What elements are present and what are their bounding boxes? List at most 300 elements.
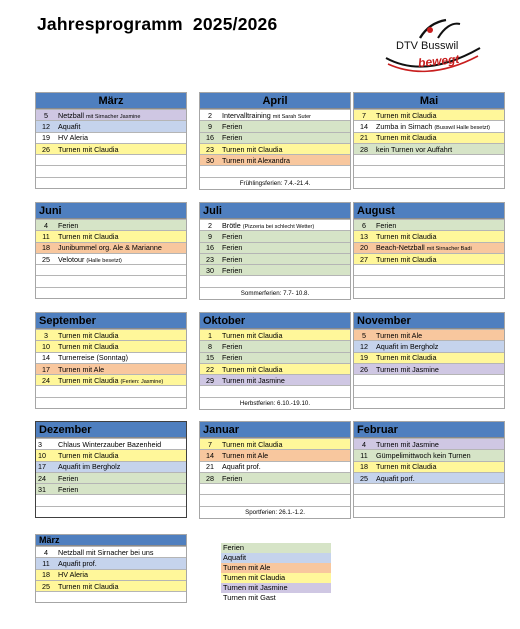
event-text — [56, 221, 186, 230]
event-day: 16 — [206, 133, 214, 143]
event-row — [36, 329, 186, 340]
event-note: (Ferien: Jasmine) — [120, 378, 164, 385]
month-header: Dezember — [36, 422, 186, 438]
event-title: Turnen mit Claudia — [376, 462, 437, 472]
event-text — [56, 548, 186, 557]
event-day: 14 — [42, 353, 50, 363]
event-text — [220, 440, 350, 449]
event-row — [200, 275, 350, 286]
event-row — [36, 449, 186, 460]
color-legend — [221, 543, 331, 603]
event-title: Netzball — [58, 110, 84, 120]
event-title: Turnen mit Jasmine — [376, 364, 439, 374]
event-day: 30 — [206, 265, 214, 275]
event-row — [200, 472, 350, 483]
event-row — [200, 352, 350, 363]
event-row — [200, 363, 350, 374]
event-row — [354, 506, 504, 517]
event-text — [56, 243, 186, 252]
event-title: Ferien — [222, 121, 243, 131]
event-row — [354, 264, 504, 275]
month-oktober — [199, 312, 351, 410]
event-text — [56, 342, 186, 351]
event-title: Aquafit prof. — [222, 462, 261, 472]
event-day: 26 — [42, 144, 50, 154]
event-row — [36, 352, 186, 363]
event-row — [354, 363, 504, 374]
event-row — [36, 177, 186, 188]
event-day: 18 — [42, 243, 50, 253]
event-text — [220, 221, 350, 230]
event-text — [374, 353, 504, 362]
event-row — [354, 461, 504, 472]
event-day: 20 — [360, 243, 368, 253]
event-row — [36, 242, 186, 253]
event-text — [374, 255, 504, 264]
event-title: Junibummel org. Ale & Marianne — [58, 243, 162, 253]
event-day: 25 — [42, 581, 50, 591]
month-april — [199, 92, 351, 190]
event-text — [374, 122, 504, 131]
event-text — [56, 451, 186, 460]
event-text — [56, 122, 186, 131]
event-title: Turnen mit Alexandra — [222, 155, 291, 165]
event-row — [354, 253, 504, 264]
month-august — [353, 202, 505, 299]
month-header: August — [354, 203, 504, 219]
event-day: 10 — [38, 450, 46, 460]
event-title: Ferien — [58, 484, 79, 494]
event-row — [354, 287, 504, 298]
event-title: Brötle — [222, 220, 241, 230]
event-day: 14 — [360, 121, 368, 131]
event-day: 23 — [206, 254, 214, 264]
event-title: Ferien — [222, 473, 243, 483]
month-header: Juli — [200, 203, 350, 219]
month-maerz — [35, 92, 187, 189]
event-title: Zumba in Sirnach — [376, 121, 433, 131]
holiday-note: Herbstferien: 6.10.-19.10. — [200, 397, 350, 409]
event-row — [36, 253, 186, 264]
month-maerz2 — [35, 534, 187, 603]
event-text — [56, 145, 186, 154]
event-text — [220, 266, 350, 275]
event-day: 23 — [206, 144, 214, 154]
event-day: 2 — [208, 110, 212, 120]
event-day: 8 — [208, 341, 212, 351]
event-text — [374, 133, 504, 142]
month-juni — [35, 202, 187, 299]
event-day: 3 — [38, 439, 42, 449]
event-row — [36, 374, 186, 385]
event-title: Ferien — [222, 254, 243, 264]
event-row — [354, 397, 504, 408]
month-header: April — [200, 93, 350, 109]
page-title: Jahresprogramm 2025/2026 — [37, 14, 278, 34]
event-title: Ferien — [376, 220, 397, 230]
event-day: 25 — [42, 254, 50, 264]
event-day: 5 — [362, 330, 366, 340]
event-row — [354, 449, 504, 460]
logo-slogan: bewegt — [417, 51, 460, 71]
event-row — [354, 352, 504, 363]
event-day: 7 — [208, 439, 212, 449]
event-text — [220, 474, 350, 483]
event-title: Turnen mit Claudia — [376, 353, 437, 363]
event-text — [56, 232, 186, 241]
event-text — [220, 462, 350, 471]
event-row — [36, 569, 186, 580]
event-title: Turnen mit Claudia — [376, 110, 437, 120]
event-row — [36, 219, 186, 230]
event-title: Turnen mit Claudia — [376, 254, 437, 264]
event-row — [36, 340, 186, 351]
event-row — [36, 461, 186, 472]
event-text — [56, 462, 186, 471]
event-row — [200, 132, 350, 143]
event-text — [220, 376, 350, 385]
month-header: November — [354, 313, 504, 329]
event-text — [374, 145, 504, 154]
event-row — [200, 329, 350, 340]
event-note: mit Sirnacher Badi — [426, 246, 472, 253]
event-day: 5 — [44, 110, 48, 120]
event-text — [220, 353, 350, 362]
event-day: 25 — [360, 473, 368, 483]
event-row — [36, 264, 186, 275]
event-text — [374, 243, 504, 252]
event-row — [200, 154, 350, 165]
event-day: 11 — [42, 231, 50, 241]
event-row — [200, 165, 350, 176]
event-text — [220, 365, 350, 374]
event-title: Turnerreise (Sonntag) — [58, 353, 129, 363]
event-day: 30 — [206, 155, 214, 165]
event-day: 19 — [360, 353, 368, 363]
event-title: Ferien — [222, 341, 243, 351]
event-row — [200, 109, 350, 120]
event-row — [36, 385, 186, 396]
legend-item: Aquafit — [221, 553, 331, 563]
event-row — [354, 242, 504, 253]
event-row — [36, 109, 186, 120]
event-row — [200, 494, 350, 505]
event-text — [56, 331, 186, 340]
event-row — [200, 242, 350, 253]
event-day: 6 — [362, 220, 366, 230]
event-day: 11 — [360, 450, 368, 460]
month-september — [35, 312, 187, 409]
event-day: 12 — [42, 121, 50, 131]
logo-name: DTV Busswil — [396, 40, 459, 52]
event-text — [374, 342, 504, 351]
event-title: Turnen mit Claudia — [222, 364, 283, 374]
event-text — [374, 451, 504, 460]
event-row — [36, 275, 186, 286]
event-title: Turnen mit Claudia — [376, 133, 437, 143]
event-title: Ferien — [58, 220, 79, 230]
event-text — [374, 440, 504, 449]
event-title: HV Aleria — [58, 570, 88, 580]
event-title: Turnen mit Claudia — [58, 450, 119, 460]
event-title: Ferien — [222, 231, 243, 241]
event-text — [56, 474, 186, 483]
holiday-note: Sommerferien: 7.7- 10.8. — [200, 287, 350, 299]
event-title: Chlaus Winterzauber Bazenheid — [58, 439, 162, 449]
event-text — [56, 559, 186, 568]
event-note: mit Sirnacher Jasmine — [85, 113, 141, 120]
event-row — [36, 230, 186, 241]
event-row — [36, 287, 186, 298]
event-row — [36, 591, 186, 602]
event-text — [374, 462, 504, 471]
event-day: 4 — [362, 439, 366, 449]
event-row — [36, 483, 186, 494]
event-title: Ferien — [222, 243, 243, 253]
event-day: 24 — [42, 375, 50, 385]
month-header: Oktober — [200, 313, 350, 329]
event-row — [36, 557, 186, 568]
event-title: Netzball mit Sirnacher bei uns — [58, 547, 154, 557]
event-row — [36, 154, 186, 165]
event-text — [374, 331, 504, 340]
event-text — [56, 365, 186, 374]
month-header: März — [36, 535, 186, 546]
month-januar — [199, 421, 351, 519]
legend-item: Turnen mit Gast — [221, 593, 331, 603]
event-row — [36, 397, 186, 408]
event-title: Turnen mit Claudia — [222, 439, 283, 449]
month-header: Januar — [200, 422, 350, 438]
month-header: Mai — [354, 93, 504, 109]
legend-item: Turnen mit Ale — [221, 563, 331, 573]
month-header: Februar — [354, 422, 504, 438]
month-februar — [353, 421, 505, 518]
event-text — [56, 582, 186, 591]
event-row — [354, 494, 504, 505]
event-title: Turnen mit Jasmine — [222, 375, 285, 385]
event-title: Turnen mit Claudia — [222, 144, 283, 154]
event-day: 29 — [206, 375, 214, 385]
event-note: mit Sarah Suter — [272, 113, 311, 120]
month-dezember — [35, 421, 187, 518]
month-mai — [353, 92, 505, 189]
event-day: 14 — [206, 450, 214, 460]
event-title: Turnen mit Jasmine — [376, 439, 439, 449]
event-row — [36, 120, 186, 131]
event-row — [354, 329, 504, 340]
event-day: 31 — [38, 484, 46, 494]
event-row — [36, 438, 186, 449]
event-day: 12 — [360, 341, 368, 351]
month-header: März — [36, 93, 186, 109]
event-row — [200, 449, 350, 460]
event-day: 1 — [208, 330, 212, 340]
event-title: Turnen mit Ale — [222, 450, 269, 460]
event-day: 22 — [206, 364, 214, 374]
event-row — [354, 275, 504, 286]
event-title: Aquafit im Bergholz — [58, 462, 121, 472]
event-row — [200, 230, 350, 241]
event-title: Velotour — [58, 254, 85, 264]
event-note: (Halle besetzt) — [86, 257, 122, 264]
event-row — [200, 219, 350, 230]
event-title: Turnen mit Ale — [376, 330, 423, 340]
event-title: Turnen mit Claudia — [58, 375, 119, 385]
event-text — [220, 133, 350, 142]
event-title: Beach-Netzball — [376, 243, 425, 253]
event-text — [374, 221, 504, 230]
event-day: 11 — [42, 558, 50, 568]
event-title: Turnen mit Claudia — [58, 581, 119, 591]
event-day: 15 — [206, 353, 214, 363]
event-row — [354, 120, 504, 131]
holiday-note: Frühlingsferien: 7.4.-21.4. — [200, 177, 350, 189]
event-row — [36, 580, 186, 591]
event-row — [354, 154, 504, 165]
event-day: 27 — [360, 254, 368, 264]
event-title: Intervalltraining — [222, 110, 271, 120]
event-text — [220, 156, 350, 165]
event-day: 9 — [208, 121, 212, 131]
event-row — [200, 120, 350, 131]
event-text — [56, 255, 186, 264]
event-text — [220, 243, 350, 252]
dtv-busswil-logo — [368, 18, 488, 80]
event-day: 17 — [38, 462, 46, 472]
event-title: Turnen mit Claudia — [222, 330, 283, 340]
event-title: Ferien — [222, 265, 243, 275]
event-text — [374, 474, 504, 483]
event-row — [354, 165, 504, 176]
event-row — [354, 143, 504, 154]
event-row — [36, 506, 186, 517]
event-text — [374, 111, 504, 120]
event-day: 24 — [38, 473, 46, 483]
event-text — [56, 353, 186, 362]
event-day: 3 — [44, 330, 48, 340]
event-text — [56, 570, 186, 579]
event-day: 28 — [360, 144, 368, 154]
event-day: 18 — [360, 462, 368, 472]
event-row — [200, 253, 350, 264]
month-header: Juni — [36, 203, 186, 219]
month-november — [353, 312, 505, 409]
event-day: 4 — [44, 220, 48, 230]
event-row — [36, 165, 186, 176]
event-row — [200, 438, 350, 449]
event-title: Ferien — [58, 473, 79, 483]
event-title: HV Aleria — [58, 133, 88, 143]
event-text — [374, 232, 504, 241]
event-text — [56, 111, 186, 120]
event-row — [36, 472, 186, 483]
event-text — [56, 376, 186, 385]
event-row — [36, 143, 186, 154]
event-row — [354, 340, 504, 351]
event-day: 28 — [206, 473, 214, 483]
event-title: Ferien — [222, 133, 243, 143]
event-day: 4 — [44, 547, 48, 557]
event-text — [220, 232, 350, 241]
event-row — [200, 461, 350, 472]
event-day: 9 — [208, 231, 212, 241]
event-text — [374, 365, 504, 374]
event-row — [200, 385, 350, 396]
event-row — [354, 438, 504, 449]
event-row — [354, 219, 504, 230]
event-text — [220, 111, 350, 120]
event-row — [36, 132, 186, 143]
event-title: Aquafit — [58, 121, 81, 131]
event-title: Gümpelimittwoch kein Turnen — [376, 450, 471, 460]
event-note: (Pizzeria bei schlecht Wetter) — [242, 223, 315, 230]
legend-item: Turnen mit Jasmine — [221, 583, 331, 593]
event-day: 21 — [206, 462, 214, 472]
event-row — [354, 483, 504, 494]
event-row — [200, 143, 350, 154]
event-row — [36, 546, 186, 557]
month-header: September — [36, 313, 186, 329]
event-title: Aquafit im Bergholz — [376, 341, 439, 351]
event-row — [200, 264, 350, 275]
event-title: Turnen mit Ale — [58, 364, 105, 374]
event-row — [354, 132, 504, 143]
event-title: kein Turnen vor Auffahrt — [376, 144, 453, 154]
event-day: 7 — [362, 110, 366, 120]
event-day: 19 — [42, 133, 50, 143]
legend-item: Ferien — [221, 543, 331, 553]
event-note: (Busswil Halle besetzt) — [434, 124, 490, 131]
event-row — [36, 494, 186, 505]
event-text — [220, 145, 350, 154]
event-row — [36, 363, 186, 374]
event-day: 2 — [208, 220, 212, 230]
event-text — [220, 255, 350, 264]
event-title: Turnen mit Claudia — [58, 144, 119, 154]
event-row — [354, 385, 504, 396]
event-text — [220, 342, 350, 351]
event-row — [354, 472, 504, 483]
event-title: Turnen mit Claudia — [58, 341, 119, 351]
event-row — [354, 230, 504, 241]
event-row — [200, 340, 350, 351]
event-day: 13 — [360, 231, 368, 241]
event-row — [200, 374, 350, 385]
month-juli — [199, 202, 351, 300]
event-text — [220, 451, 350, 460]
event-row — [354, 109, 504, 120]
event-text — [220, 331, 350, 340]
legend-item: Turnen mit Claudia — [221, 573, 331, 583]
event-day: 16 — [206, 243, 214, 253]
event-row — [200, 483, 350, 494]
event-day: 18 — [42, 570, 50, 580]
event-title: Turnen mit Claudia — [376, 231, 437, 241]
event-text — [56, 133, 186, 142]
event-title: Turnen mit Claudia — [58, 330, 119, 340]
event-text — [56, 440, 186, 449]
event-title: Ferien — [222, 353, 243, 363]
event-title: Aquafit porf. — [376, 473, 415, 483]
event-day: 26 — [360, 364, 368, 374]
event-row — [354, 177, 504, 188]
event-text — [220, 122, 350, 131]
event-row — [354, 374, 504, 385]
event-title: Turnen mit Claudia — [58, 231, 119, 241]
holiday-note: Sportferien: 26.1.-1.2. — [200, 506, 350, 518]
event-day: 10 — [42, 341, 50, 351]
